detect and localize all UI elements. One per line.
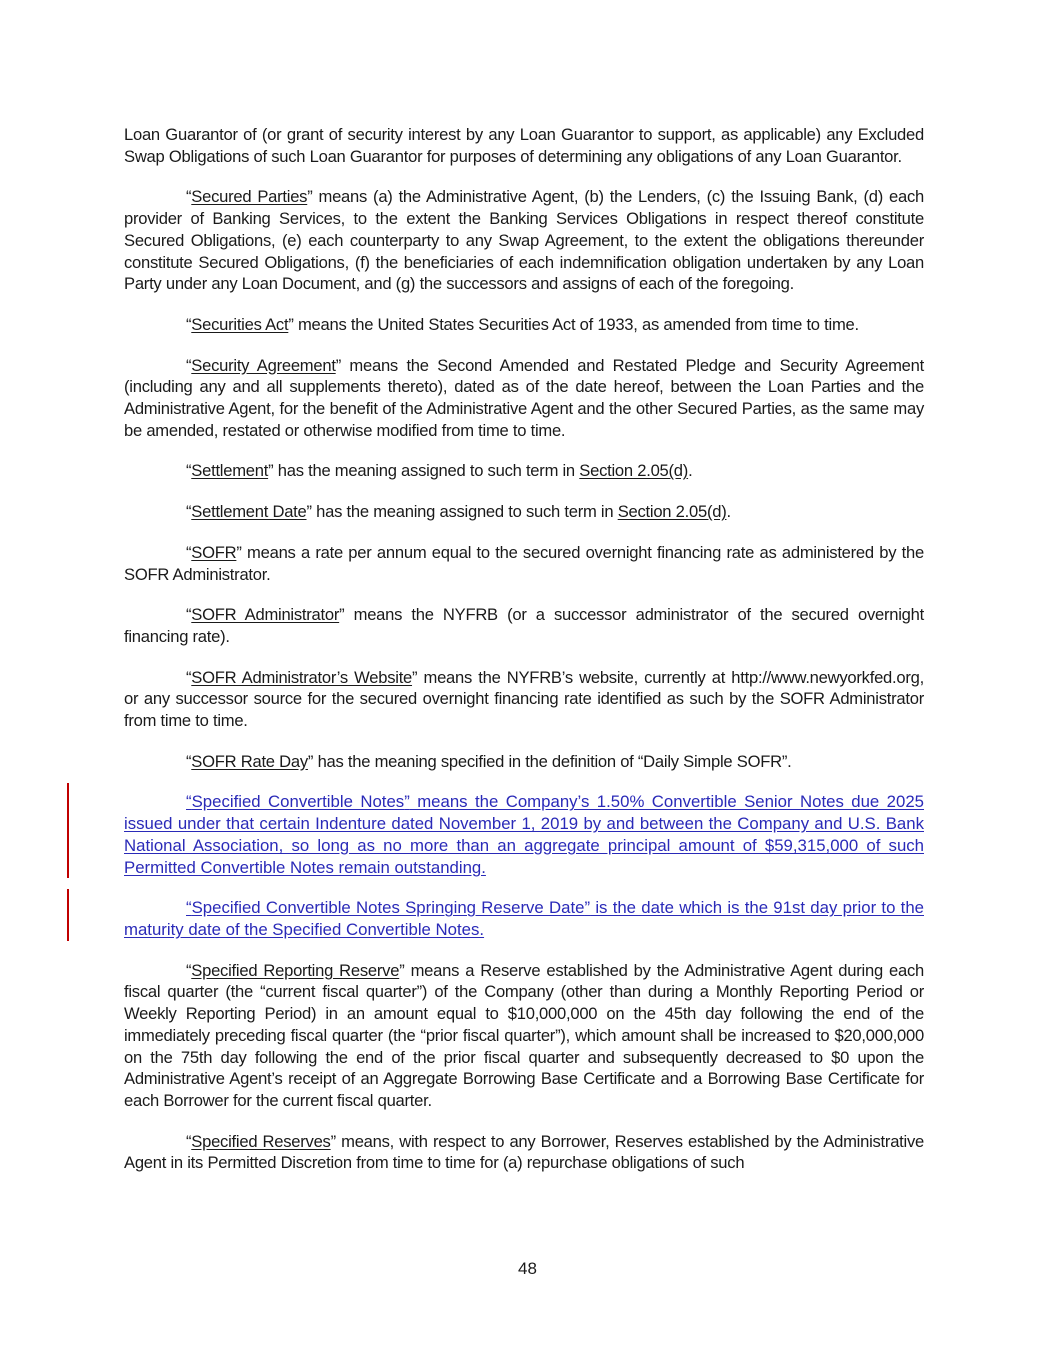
definition-specified-convertible-notes-inserted — [124, 791, 924, 878]
definition-sofr-rate-day — [124, 751, 924, 773]
definition-tail: . — [688, 461, 693, 481]
page-number: 48 — [518, 1259, 537, 1278]
defined-term: SOFR Rate Day — [191, 751, 308, 771]
open-quote: “ — [186, 542, 192, 562]
close-quote: ” — [236, 542, 242, 562]
close-quote: ” — [288, 314, 294, 334]
defined-term: Specified Reporting Reserve — [191, 960, 400, 980]
definition-security-agreement — [124, 355, 924, 442]
defined-term: SOFR — [191, 542, 237, 562]
close-quote: ” — [404, 792, 410, 812]
definition-secured-parties — [124, 186, 924, 295]
defined-term: SOFR Administrator — [191, 605, 340, 625]
open-quote: “ — [186, 355, 192, 375]
close-quote: ” — [307, 187, 313, 207]
open-quote: “ — [186, 751, 192, 771]
defined-term: Specified Convertible Notes Springing Reserve Date — [191, 898, 585, 918]
definition-tail: . — [726, 502, 731, 522]
close-quote: ” — [584, 898, 591, 918]
defined-term: Specified Reserves — [191, 1131, 331, 1151]
close-quote: ” — [335, 355, 341, 375]
definition-text: means a Reserve established by the Administrative Agent during each fiscal quarter (the “current fiscal quarter”) of the Company (other than during a Monthly Reporting Period or Weekly Reporting Period) in an amount equal to $10,000,000 on the 45th day following the end of the immediately preceding fiscal quarter (the “prior fiscal quarter”), which amount shall be increased to $20,000,000 on the 75th day following the end of the prior fiscal quarter and subsequently decreased to $0 upon the Administrative Agent’s receipt of an Aggregate Borrowing Base Certificate and a Borrowing Base Certificate for each Borrower for the current fiscal quarter. — [124, 960, 924, 1110]
open-quote: “ — [186, 1131, 192, 1151]
defined-term: Secured Parties — [191, 187, 308, 207]
definition-sofr — [124, 542, 924, 585]
close-quote: ” — [307, 751, 314, 771]
definition-sofr-administrator — [124, 604, 924, 647]
open-quote: “ — [186, 960, 192, 980]
close-quote: ” — [268, 461, 274, 481]
definition-sofr-administrators-website — [124, 667, 924, 732]
definition-text: has the meaning specified in the definition of “Daily Simple SOFR”. — [313, 751, 792, 771]
open-quote: “ — [186, 792, 192, 812]
definition-text: has the meaning assigned to such term in — [273, 461, 580, 481]
definition-text: means the Second Amended and Restated Pledge and Security Agreement (including any and all supplements thereto), dated as of the date hereof, between the Loan Parties and the Administrative Agent, for the benefit of the Administrative Agent and the other Secured Parties, as the same may be amended, restated or otherwise modified from time to time. — [124, 355, 924, 440]
close-quote: ” — [306, 502, 312, 522]
paragraph-continuation — [124, 124, 924, 167]
definition-settlement — [124, 460, 924, 482]
definition-text: means, with respect to any Borrower, Reserves established by the Administrative Agent in its Permitted Discretion from time to time for (a) repurchase obligations of such — [124, 1131, 924, 1173]
open-quote: “ — [186, 314, 192, 334]
section-reference: Section 2.05(d) — [579, 461, 689, 481]
definition-text: means the United States Securities Act of 1933, as amended from time to time. — [293, 314, 859, 334]
open-quote: “ — [186, 461, 192, 481]
definition-text: means a rate per annum equal to the secured overnight financing rate as administered by the SOFR Administrator. — [124, 542, 924, 584]
defined-term: Settlement — [191, 461, 269, 481]
open-quote: “ — [186, 502, 192, 522]
defined-term: Settlement Date — [191, 502, 307, 522]
definition-text: means the Company’s 1.50% Convertible Senior Notes due 2025 issued under that certain Indenture dated November 1, 2019 by and between the Company and U.S. Bank National Association, so long as no more than an aggregate principal amount of $59,315,000 of such Permitted Convertible Notes remain outstanding. — [124, 792, 925, 877]
definition-securities-act — [124, 314, 924, 336]
defined-term: Security Agreement — [191, 355, 336, 375]
defined-term: SOFR Administrator’s Website — [191, 667, 413, 687]
paragraph-text: Loan Guarantor of (or grant of security interest by any Loan Guarantor to support, as applicable) any Excluded Swap Obligations of such Loan Guarantor for purposes of determining any obligations of any Loan Guarantor. — [124, 125, 924, 166]
open-quote: “ — [186, 898, 192, 918]
open-quote: “ — [186, 187, 192, 207]
definition-specified-reserves — [124, 1131, 924, 1174]
defined-term: Securities Act — [191, 314, 289, 334]
open-quote: “ — [186, 605, 192, 625]
open-quote: “ — [186, 667, 192, 687]
definition-specified-reporting-reserve — [124, 960, 924, 1112]
close-quote: ” — [339, 605, 345, 625]
definition-settlement-date — [124, 501, 924, 523]
defined-term: Specified Convertible Notes — [191, 792, 405, 812]
revision-change-bar — [67, 783, 69, 878]
definition-springing-reserve-date-inserted — [124, 897, 924, 940]
definition-text: has the meaning assigned to such term in — [311, 502, 618, 522]
definition-text: is the date which is the 91st day prior to the maturity date of the Specified Convertible Notes. — [124, 898, 924, 939]
definition-text: means the NYFRB’s website, currently at http://www.newyorkfed.org, or any successor source for the secured overnight financing rate identified as such by the SOFR Administrator from time to time. — [124, 667, 924, 731]
definition-text: means the NYFRB (or a successor administrator of the secured overnight financing rate). — [124, 605, 924, 646]
close-quote: ” — [399, 960, 405, 980]
close-quote: ” — [412, 667, 418, 687]
close-quote: ” — [330, 1131, 336, 1151]
document-page — [124, 124, 924, 1193]
definition-text: means (a) the Administrative Agent, (b) the Lenders, (c) the Issuing Bank, (d) each provider of Banking Services, to the extent the Banking Services Obligations in respect thereof constitute Secured Obligations, (e) each counterparty to any Swap Agreement, to the extent the obligations thereunder constitute Secured Obligations, (f) the beneficiaries of each indemnification obligation undertaken by any Loan Party under any Loan Document, and (g) the successors and assigns of each of the foregoing. — [124, 187, 924, 294]
revision-change-bar — [67, 889, 69, 940]
section-reference: Section 2.05(d) — [617, 502, 727, 522]
